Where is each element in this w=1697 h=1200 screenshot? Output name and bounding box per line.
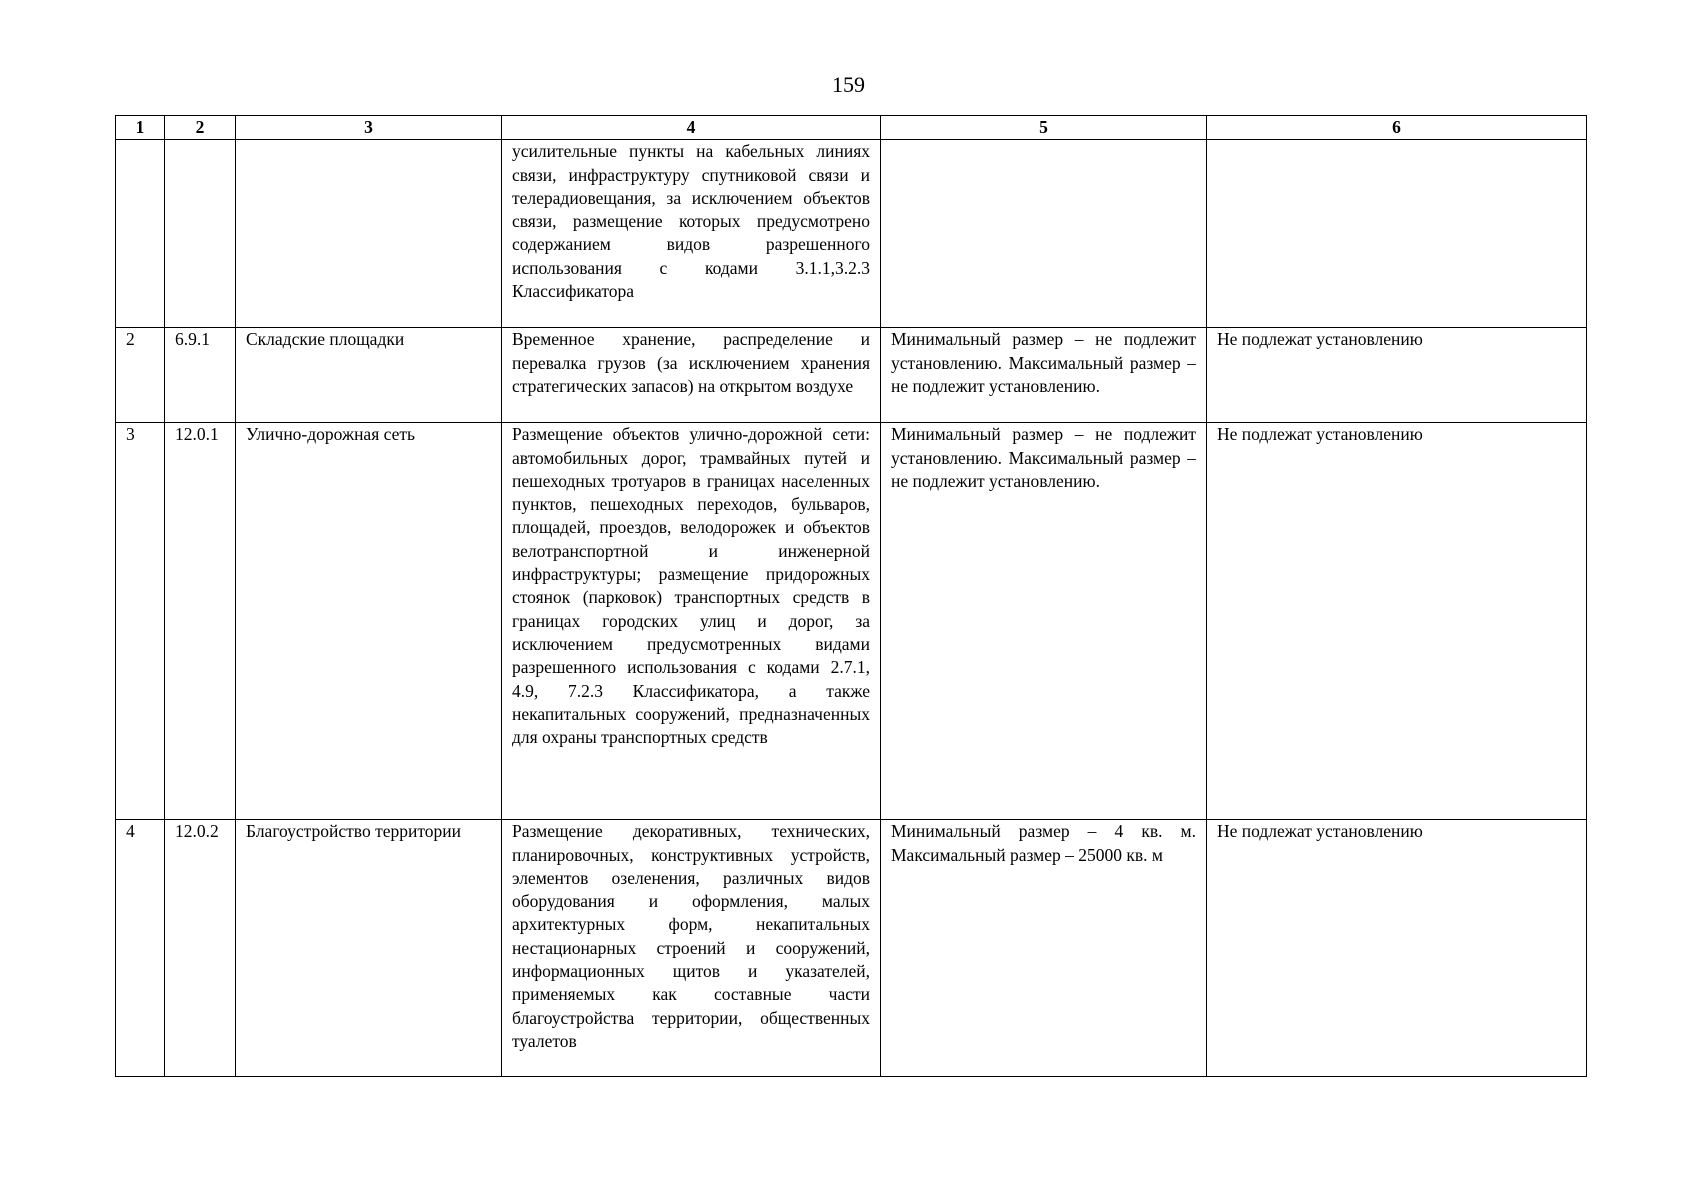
row-code-cell xyxy=(165,140,236,328)
row-description-cell: Размещение декоративных, технических, планировочных, конструктивных устройств, элементов озеленения, различных видов оборудования и оформления, малых архитектурных форм, некапитальных нестационарных строений и сооружений, информационных щитов и указателей, применяемых как составные части благоустройства территории, общественных туалетов xyxy=(502,820,881,1077)
row-number-cell: 4 xyxy=(116,820,165,1077)
row-code-cell: 12.0.1 xyxy=(165,423,236,820)
row-name-cell xyxy=(236,140,502,328)
table-row xyxy=(116,140,1587,328)
row-restrictions-cell: Не подлежат установлению xyxy=(1207,820,1587,1077)
row-size-cell: Минимальный размер – не подлежит установлению. Максимальный размер – не подлежит установлению. xyxy=(881,328,1207,423)
row-description-cell: усилительные пункты на кабельных линиях связи, инфраструктуру спутниковой связи и телерадиовещания, за исключением объектов связи, размещение которых предусмотрено содержанием видов разрешенного использования с кодами 3.1.1,3.2.3 Классификатора xyxy=(502,140,881,328)
row-code-cell: 6.9.1 xyxy=(165,328,236,423)
row-number-cell: 3 xyxy=(116,423,165,820)
table-row xyxy=(116,423,1587,820)
row-number-cell xyxy=(116,140,165,328)
row-name-cell: Улично-дорожная сеть xyxy=(236,423,502,820)
column-header-3: 3 xyxy=(236,116,502,140)
row-name-cell: Складские площадки xyxy=(236,328,502,423)
table-header-row xyxy=(116,116,1587,140)
row-restrictions-cell: Не подлежат установлению xyxy=(1207,423,1587,820)
table-row xyxy=(116,820,1587,1077)
column-header-1: 1 xyxy=(116,116,165,140)
page-number: 159 xyxy=(832,72,865,97)
row-description-cell: Размещение объектов улично-дорожной сети: автомобильных дорог, трамвайных путей и пешеходных тротуаров в границах населенных пунктов, пешеходных переходов, бульваров, площадей, проездов, велодорожек и объектов велотранспортной и инженерной инфраструктуры; размещение придорожных стоянок (парковок) транспортных средств в границах городских улиц и дорог, за исключением предусмотренных видами разрешенного использования с кодами 2.7.1, 4.9, 7.2.3 Классификатора, а также некапитальных сооружений, предназначенных для охраны транспортных средств xyxy=(502,423,881,820)
column-header-4: 4 xyxy=(502,116,881,140)
column-header-5: 5 xyxy=(881,116,1207,140)
row-size-cell: Минимальный размер – 4 кв. м. Максимальный размер – 25000 кв. м xyxy=(881,820,1207,1077)
row-number-cell: 2 xyxy=(116,328,165,423)
column-header-6: 6 xyxy=(1207,116,1587,140)
zoning-table xyxy=(115,115,1587,1077)
row-restrictions-cell: Не подлежат установлению xyxy=(1207,328,1587,423)
row-description-cell: Временное хранение, распределение и перевалка грузов (за исключением хранения стратегических запасов) на открытом воздухе xyxy=(502,328,881,423)
table-row xyxy=(116,328,1587,423)
row-size-cell: Минимальный размер – не подлежит установлению. Максимальный размер – не подлежит установлению. xyxy=(881,423,1207,820)
row-name-cell: Благоустройство территории xyxy=(236,820,502,1077)
row-code-cell: 12.0.2 xyxy=(165,820,236,1077)
column-header-2: 2 xyxy=(165,116,236,140)
row-restrictions-cell xyxy=(1207,140,1587,328)
row-size-cell xyxy=(881,140,1207,328)
